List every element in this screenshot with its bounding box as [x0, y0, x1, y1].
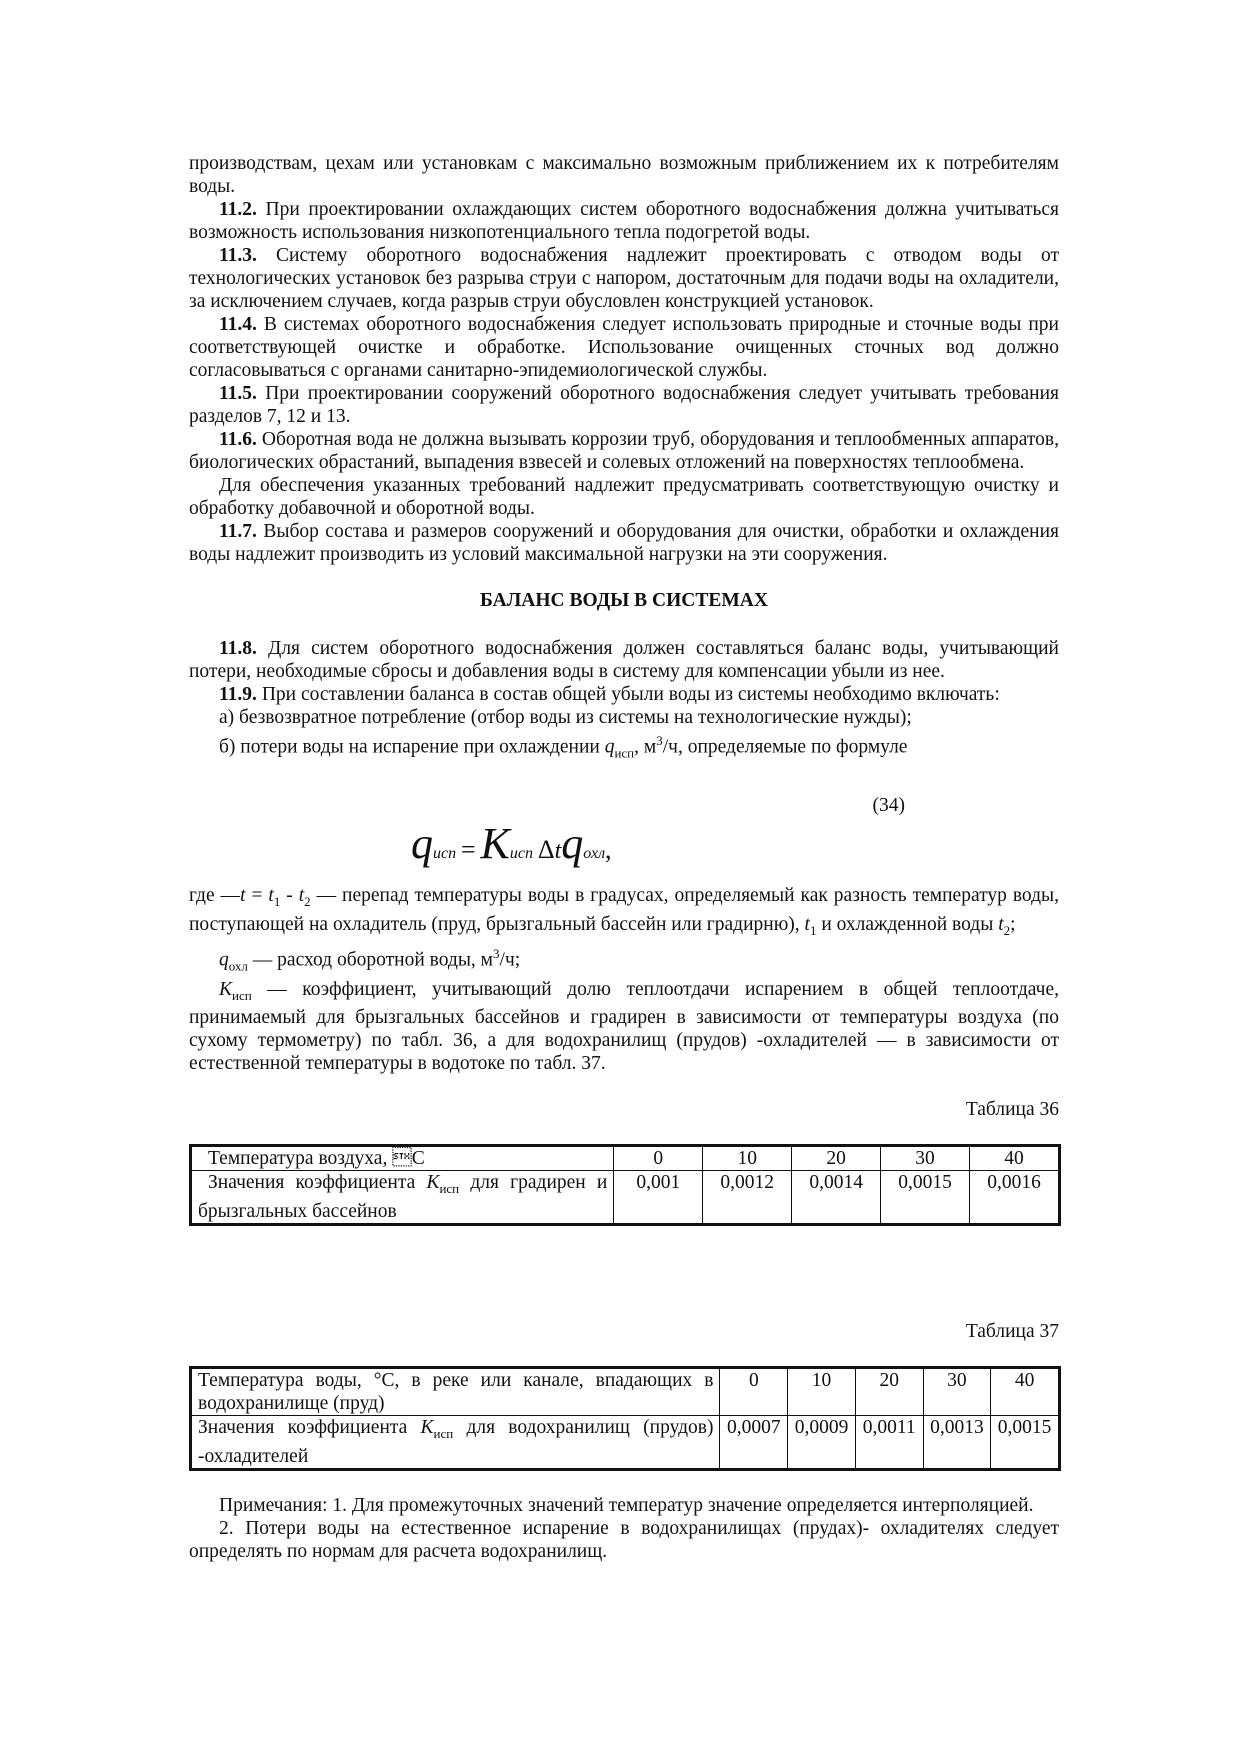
table-cell: 40: [991, 1368, 1060, 1416]
list-item-a: а) безвозвратное потребление (отбор воды из системы на технологические нужды);: [219, 707, 912, 728]
table-cell: 0,0007: [720, 1416, 788, 1470]
paragraph-requirements: Для обеспечения указанных требований надлежит предусматривать соответствующую очистку и обработку добавочной и оборотной воды.: [189, 475, 1059, 519]
table-cell: 0: [720, 1368, 788, 1416]
text: /ч;: [499, 949, 521, 971]
text: ;: [1010, 914, 1016, 936]
table-cell-label: [191, 1416, 720, 1470]
table-36-caption: Таблица 36: [965, 1099, 1059, 1121]
text: и охлажденной воды: [816, 914, 999, 936]
clause-number: 11.7.: [219, 521, 257, 542]
table-cell: 0,0014: [792, 1171, 881, 1225]
paragraph-11-8: [189, 637, 1059, 683]
table-cell: 0,0009: [788, 1416, 856, 1470]
clause-number: 11.2.: [219, 199, 257, 220]
table-cell: 0,001: [614, 1171, 703, 1225]
table-cell: 20: [792, 1146, 881, 1171]
formula-subscript: исп: [509, 845, 533, 863]
superscript: 3: [656, 733, 663, 748]
variable: K: [219, 978, 233, 1000]
clause-number: 11.9.: [219, 684, 257, 705]
list-item-b: [189, 729, 1059, 764]
note-1: Примечания: 1. Для промежуточных значений температур значение определяется интерполяцией.: [219, 1495, 1034, 1517]
variable: q: [604, 736, 615, 758]
clause-number: 11.4.: [219, 314, 257, 335]
where-k-isp: [189, 978, 1059, 1076]
formula-subscript: охл: [583, 845, 606, 863]
formula-symbol: q: [411, 819, 433, 869]
text: Значения коэффициента: [208, 1172, 427, 1194]
table-cell: 20: [855, 1368, 923, 1416]
table-cell: 10: [703, 1146, 792, 1171]
variable: t: [998, 914, 1004, 936]
paragraph-text: Выбор состава и размеров сооружений и оборудования для очистки, обработки и охлаждения воды надлежит производить из условий максимальной нагрузки на эти сооружения.: [189, 521, 1059, 565]
subscript: 1: [273, 894, 281, 910]
table-row: [191, 1368, 1060, 1416]
formula-operator: Δ: [537, 835, 555, 865]
formula-punctuation: ,: [605, 835, 612, 865]
paragraph-continued: производствам, цехам или установкам с максимально возможным приближением их к потребителям воды.: [189, 153, 1059, 197]
table-cell: 30: [881, 1146, 970, 1171]
paragraph-11-4: [189, 313, 1059, 382]
table-cell: 0,0015: [991, 1416, 1060, 1470]
paragraph-11-6: [189, 428, 1059, 474]
formula-operator: =: [460, 835, 476, 865]
equation-number: (34): [872, 795, 905, 817]
table-cell-label: [191, 1171, 614, 1225]
table-cell-label: Температура воды, °С, в реке или канале, впадающих в водохранилище (пруд): [191, 1368, 720, 1416]
variable: t: [298, 885, 305, 907]
note-2: 2. Потери воды на естественное испарение в водохранилищах (прудах)- охладителях следует определять по нормам для расчета водохранилищ.: [189, 1518, 1059, 1563]
paragraph-text: При проектировании сооружений оборотного водоснабжения следует учитывать требования разделов 7, 12 и 13.: [189, 383, 1059, 427]
text: =: [245, 885, 269, 907]
text: /ч, определяемые по формуле: [662, 736, 908, 758]
paragraph-11-2: [189, 198, 1059, 244]
paragraph-11-5: [189, 382, 1059, 428]
subscript: исп: [433, 1426, 454, 1442]
evaporation-formula: [411, 819, 612, 869]
paragraph-11-9: [189, 683, 1059, 706]
clause-number: 11.5.: [219, 383, 257, 404]
formula-symbol: q: [561, 819, 584, 869]
clause-number: 11.6.: [219, 429, 257, 450]
formula-subscript: исп: [433, 845, 457, 863]
text: для градирен и брызгальных бассейнов: [198, 1172, 608, 1223]
subscript: исп: [232, 987, 252, 1003]
text: — перепад температуры воды в градусах, определяемый как разность температур воды, поступающей на охладитель (пруд, брызгальный бассейн или градирню),: [189, 885, 1059, 936]
table-row: [191, 1416, 1060, 1470]
table-37: [189, 1366, 1061, 1471]
subscript: 2: [304, 894, 311, 910]
formula-symbol: t: [554, 838, 562, 865]
paragraph-text: Оборотная вода не должна вызывать коррозии труб, оборудования и теплообменных аппаратов, биологических обрастаний, выпадения взвесей и солевых отложений на поверхностях теплообмена.: [189, 429, 1059, 473]
where-q-ohl: [189, 942, 1059, 977]
table-cell: 40: [970, 1146, 1060, 1171]
subscript: исп: [614, 745, 635, 761]
text: Значения коэффициента: [198, 1417, 421, 1439]
clause-number: 11.8.: [219, 638, 257, 659]
text: -: [280, 885, 299, 907]
subscript: 1: [809, 923, 817, 939]
table-37-caption: Таблица 37: [965, 1321, 1059, 1343]
variable: t: [240, 885, 246, 907]
document-page: [189, 152, 1059, 1563]
where-paragraph: [189, 884, 1059, 942]
text: где —: [189, 885, 241, 907]
table-cell-label: Температура воздуха, С: [191, 1146, 614, 1171]
paragraph-11-7: [189, 520, 1059, 566]
paragraph-11-3: [189, 244, 1059, 313]
paragraph-text: При составлении баланса в состав общей убыли воды из системы необходимо включать:: [256, 684, 1000, 705]
table-cell: 0,0012: [703, 1171, 792, 1225]
section-heading: БАЛАНС ВОДЫ В СИСТЕМАХ: [480, 590, 768, 611]
table-cell: 10: [788, 1368, 856, 1416]
paragraph-text: Систему оборотного водоснабжения надлежит проектировать с отводом воды от технологических установок без разрыва струи с напором, достаточным для подачи воды на охладители, за исключением случаев, когда разрыв струи обусловлен конструкцией установок.: [189, 245, 1059, 312]
variable: q: [219, 949, 229, 971]
formula-symbol: K: [480, 819, 510, 869]
text: для водохранилищ (прудов) -охладителей: [198, 1417, 714, 1468]
paragraph-text: Для систем оборотного водоснабжения должен составляться баланс воды, учитывающий потери, необходимые сбросы и добавления воды в систему для компенсации убыли из нее.: [189, 638, 1059, 682]
subscript: исп: [439, 1181, 460, 1197]
formula-block: [189, 764, 1059, 884]
paragraph-text: При проектировании охлаждающих систем оборотного водоснабжения должна учитываться возможность использования низкопотенциального тепла подогретой воды.: [189, 199, 1059, 243]
paragraph-text: В системах оборотного водоснабжения следует использовать природные и сточные воды при соответствующей очистке и обработке. Использование очищенных сточных вод должно согласовываться с органами санитарно-эпидемиологической службы.: [189, 314, 1059, 381]
table-cell: 0,0013: [923, 1416, 991, 1470]
table-cell: 0,0016: [970, 1171, 1060, 1225]
subscript: 2: [1003, 923, 1011, 939]
text: б) потери воды на испарение при охлаждении: [219, 736, 605, 758]
variable: t: [268, 885, 274, 907]
table-36: [189, 1144, 1061, 1226]
text: — расход оборотной воды, м: [247, 949, 494, 971]
table-row: [191, 1146, 1060, 1171]
table-cell: 0,0011: [855, 1416, 923, 1470]
table-row: [191, 1171, 1060, 1225]
variable: K: [420, 1417, 434, 1439]
clause-number: 11.3.: [219, 245, 257, 266]
text: — коэффициент, учитывающий долю теплоотдачи испарением в общей теплоотдаче, принимаемый для брызгальных бассейнов и градирен в зависимости от температуры воздуха (по сухому термометру) по табл. 36, а для водохранилищ (прудов) -охладителей — в зависимости от естественной температуры в водотоке по табл. 37.: [189, 978, 1059, 1075]
table-cell: 0,0015: [881, 1171, 970, 1225]
text: , м: [634, 736, 657, 758]
table-cell: 0: [614, 1146, 703, 1171]
variable: t: [804, 914, 810, 936]
table-cell: 30: [923, 1368, 991, 1416]
subscript: охл: [228, 958, 248, 974]
variable: K: [426, 1172, 440, 1194]
superscript: 3: [493, 946, 500, 962]
